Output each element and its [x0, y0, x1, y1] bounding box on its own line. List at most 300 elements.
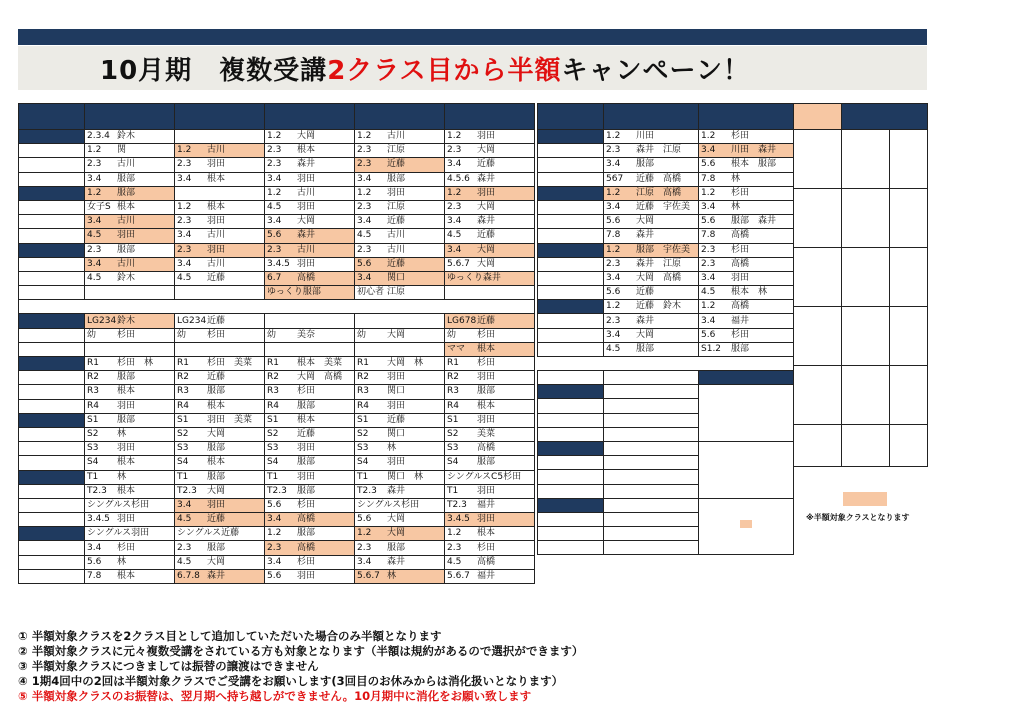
lesson-cell: [445, 413, 535, 427]
class-level: シングルス: [177, 528, 222, 539]
lesson-cell: [355, 442, 445, 456]
class-label: [19, 413, 85, 427]
class-level: 1.2: [177, 202, 192, 213]
lesson-cell: [265, 357, 355, 371]
lesson-cell: [445, 385, 535, 399]
lesson-cell: [445, 456, 535, 470]
class-time: [538, 200, 604, 214]
class-label: [19, 527, 85, 541]
lesson-cell: [175, 271, 265, 285]
coach-name: 古川: [297, 187, 316, 198]
coach-name: 林: [387, 570, 397, 581]
coach-name: 杉田: [297, 386, 316, 397]
class-level: 3.4.5: [447, 514, 470, 525]
outdoor-time: [794, 307, 842, 366]
lesson-cell: [265, 243, 355, 257]
outdoor-time: [794, 248, 842, 307]
outdoor-coach: [890, 248, 928, 307]
lesson-cell: [265, 541, 355, 555]
class-level: 5.6.7: [447, 570, 470, 581]
lesson-cell: [85, 427, 175, 441]
coach-name: 近藤: [477, 315, 496, 326]
weekday-schedule: [18, 103, 535, 584]
lesson-cell: [265, 286, 355, 300]
coach-name: 大岡: [636, 216, 655, 227]
coach-name: 杉田: [131, 499, 150, 510]
class-level: 2.3: [267, 244, 282, 255]
lesson-cell: [265, 513, 355, 527]
lesson-cell: [604, 130, 699, 144]
class-time: [19, 427, 85, 441]
class-level: 1.2: [357, 187, 372, 198]
outdoor-class: [842, 425, 890, 467]
class-level: 1.2: [606, 244, 621, 255]
class-label: [19, 130, 85, 144]
lesson-cell: [445, 130, 535, 144]
outdoor-coach: [890, 425, 928, 467]
class-level: 1.2: [701, 187, 716, 198]
coach-name: 服部: [207, 471, 226, 482]
class-level: R1: [177, 358, 189, 369]
class-level: R3: [177, 386, 189, 397]
class-level: 4.5: [87, 230, 102, 241]
coach-name: 森井: [636, 230, 655, 241]
coach-name: 森井: [297, 230, 316, 241]
class-level: S3: [357, 443, 369, 454]
lesson-cell: [355, 527, 445, 541]
class-time: [538, 512, 604, 526]
class-level: 1.2: [357, 131, 372, 142]
class-level: 2.3.4: [87, 131, 110, 142]
class-level: 1.2: [267, 131, 282, 142]
coach-name: 近藤 宇佐美: [636, 202, 691, 213]
class-level: 女子S: [87, 202, 111, 213]
class-level: 3.4: [267, 173, 282, 184]
lesson-cell: [604, 215, 699, 229]
coach-name: 服部: [117, 372, 136, 383]
class-level: 3.4: [267, 556, 282, 567]
class-level: 幼: [447, 329, 457, 340]
day-header: [355, 104, 445, 130]
coach-name: 根本: [477, 400, 496, 411]
class-time: [538, 484, 604, 498]
lesson-cell: [85, 357, 175, 371]
coach-name: 近藤: [387, 258, 406, 269]
coach-name: 近藤: [387, 216, 406, 227]
lesson-cell: [85, 158, 175, 172]
coach-name: 根本: [117, 570, 136, 581]
class-level: 初心者: [357, 287, 385, 298]
lesson-cell: [699, 328, 794, 342]
class-time: [538, 172, 604, 186]
class-level: R2: [267, 372, 279, 383]
class-level: 1.2: [701, 301, 716, 312]
lesson-cell: [175, 385, 265, 399]
lesson-cell: [85, 413, 175, 427]
outdoor-class: [842, 248, 890, 307]
class-time: [19, 569, 85, 583]
class-level: 2.3: [357, 244, 372, 255]
lesson-cell: [699, 286, 794, 300]
day-header: [604, 104, 699, 130]
class-level: 幼: [177, 329, 187, 340]
lesson-cell: [85, 399, 175, 413]
class-level: 3.4: [606, 329, 621, 340]
day-header: [445, 104, 535, 130]
lg-note: [19, 300, 535, 314]
class-level: 2.3: [606, 315, 621, 326]
coach-name: 羽田: [477, 372, 496, 383]
lesson-cell: [175, 513, 265, 527]
class-time: [19, 399, 85, 413]
class-level: R2: [447, 372, 459, 383]
class-level: 2.3: [267, 145, 282, 156]
lesson-cell: [445, 342, 535, 356]
coach-name: 林: [387, 443, 397, 454]
coach-name: 服部: [297, 485, 316, 496]
coach-name: 羽田: [477, 414, 496, 425]
class-level: R4: [447, 400, 459, 411]
coach-name: 根本: [297, 414, 316, 425]
lesson-cell: [355, 541, 445, 555]
class-label: [538, 243, 604, 257]
day-header: [842, 104, 928, 130]
class-level: 2.3: [177, 159, 192, 170]
lesson-cell: [445, 271, 535, 285]
class-level: 1.2: [447, 187, 462, 198]
class-level: 3.4: [267, 216, 282, 227]
coach-name: 近藤 高橋: [636, 173, 682, 184]
coach-name: 根本: [207, 400, 226, 411]
coach-name: 江原: [387, 145, 406, 156]
class-time: [538, 158, 604, 172]
class-level: 1.2: [606, 301, 621, 312]
coach-name: 服部: [731, 343, 750, 354]
lesson-cell: [445, 484, 535, 498]
coach-name: 大岡: [297, 131, 316, 142]
coach-name: 高橋: [477, 556, 496, 567]
class-level: 3.4: [701, 145, 716, 156]
class-time: [538, 229, 604, 243]
blank-cell: [604, 512, 699, 526]
class-level: 5.6: [267, 570, 282, 581]
lesson-cell: [355, 314, 445, 328]
class-label: [538, 498, 604, 512]
class-level: 2.3: [177, 216, 192, 227]
lesson-cell: [175, 172, 265, 186]
coach-name: 杉田: [731, 131, 750, 142]
coach-name: 杉田: [731, 329, 750, 340]
lesson-cell: [265, 527, 355, 541]
lesson-cell: [355, 328, 445, 342]
class-level: 2.3: [357, 145, 372, 156]
class-level: 3.4: [357, 556, 372, 567]
lesson-cell: [355, 484, 445, 498]
class-level: 3.4: [606, 159, 621, 170]
outdoor-time: [794, 189, 842, 248]
coach-name: 近藤: [207, 315, 226, 326]
coach-name: 杉田: [731, 187, 750, 198]
lesson-cell: [175, 229, 265, 243]
blank-cell: [604, 541, 699, 555]
lesson-cell: [175, 527, 265, 541]
lesson-cell: [265, 186, 355, 200]
lesson-cell: [445, 371, 535, 385]
coach-name: 服部: [297, 400, 316, 411]
class-level: S3: [267, 443, 279, 454]
class-level: ママ: [447, 343, 466, 354]
lesson-cell: [175, 200, 265, 214]
class-level: T2.3: [87, 485, 107, 496]
outdoor-class: [842, 366, 890, 425]
class-level: 7.8: [606, 230, 621, 241]
coach-name: 根本: [117, 386, 136, 397]
class-label: [19, 314, 85, 328]
class-level: シングルス: [87, 528, 132, 539]
class-level: シングルスC5: [447, 471, 504, 482]
lesson-cell: [355, 215, 445, 229]
class-time: [538, 314, 604, 328]
coach-name: 根本: [297, 145, 316, 156]
legend-swatch: [843, 492, 887, 506]
coach-name: 羽田: [297, 258, 316, 269]
blank-cell: [604, 527, 699, 541]
outdoor-coach: [890, 189, 928, 248]
class-level: T1: [447, 485, 459, 496]
lesson-cell: [355, 342, 445, 356]
lesson-cell: [445, 215, 535, 229]
class-level: 3.4.5: [267, 258, 290, 269]
lesson-cell: [445, 357, 535, 371]
class-level: T2.3: [447, 499, 467, 510]
coach-name: 林: [117, 471, 127, 482]
class-level: 3.4: [447, 216, 462, 227]
coach-name: 林: [117, 429, 127, 440]
coach-name: 服部: [117, 187, 136, 198]
class-level: S1: [357, 414, 369, 425]
lesson-cell: [175, 442, 265, 456]
coach-name: 古川: [387, 230, 406, 241]
lesson-cell: [265, 130, 355, 144]
class-level: 7.8: [701, 173, 716, 184]
coach-name: 杉田 林: [117, 358, 154, 369]
coach-name: 大岡: [387, 329, 406, 340]
class-level: T1: [267, 471, 279, 482]
coach-name: 羽田: [207, 159, 226, 170]
coach-name: 高橋: [731, 301, 750, 312]
class-time: [19, 513, 85, 527]
coach-name: 大岡: [387, 514, 406, 525]
class-level: 1.2: [267, 528, 282, 539]
coach-name: 古川: [387, 244, 406, 255]
outdoor-schedule: [793, 103, 928, 467]
class-level: 5.6: [701, 216, 716, 227]
lesson-cell: [85, 527, 175, 541]
class-level: 1.2: [357, 528, 372, 539]
class-level: S2: [447, 429, 459, 440]
lesson-cell: [445, 200, 535, 214]
lesson-cell: [85, 130, 175, 144]
class-level: S1: [267, 414, 279, 425]
class-level: S3: [177, 443, 189, 454]
coach-name: 服部: [302, 287, 321, 298]
class-time: [19, 257, 85, 271]
class-level: 3.4: [177, 173, 192, 184]
class-level: 1.2: [267, 187, 282, 198]
lesson-cell: [355, 555, 445, 569]
tuesday-lesson: [699, 385, 794, 442]
coach-name: 服部: [387, 542, 406, 553]
lesson-cell: [355, 286, 445, 300]
coach-name: 江原: [387, 202, 406, 213]
lesson-cell: [699, 257, 794, 271]
class-time: [538, 527, 604, 541]
lesson-cell: [355, 144, 445, 158]
coach-name: 杉田: [477, 329, 496, 340]
class-time: [538, 413, 604, 427]
lesson-cell: [604, 200, 699, 214]
class-level: 5.6: [357, 514, 372, 525]
blank-cell: [538, 371, 604, 385]
coach-name: 古川: [207, 230, 226, 241]
lesson-cell: [85, 456, 175, 470]
coach-name: 高橋: [297, 272, 316, 283]
class-level: 3.4: [87, 258, 102, 269]
coach-name: 羽田: [387, 400, 406, 411]
class-time: [19, 555, 85, 569]
coach-name: 服部: [477, 457, 496, 468]
coach-name: 杉田: [503, 471, 522, 482]
class-time: [538, 257, 604, 271]
lesson-cell: [175, 215, 265, 229]
lesson-cell: [604, 300, 699, 314]
title-part-1: 10月期 複数受講: [100, 55, 328, 86]
coach-name: 近藤: [207, 272, 226, 283]
coach-name: 美奈: [297, 329, 316, 340]
class-level: 4.5: [87, 272, 102, 283]
coach-name: 関口: [387, 429, 406, 440]
lesson-cell: [175, 342, 265, 356]
coach-name: 羽田: [387, 372, 406, 383]
class-level: LG234: [177, 315, 207, 326]
coach-name: 杉田 美菜: [207, 358, 253, 369]
lesson-cell: [265, 215, 355, 229]
note-line: ③ 半額対象クラスにつきましては振替の譲渡はできません: [18, 659, 319, 673]
class-level: 3.4: [87, 173, 102, 184]
lesson-cell: [175, 569, 265, 583]
class-level: 5.6.7: [357, 570, 380, 581]
outdoor-class: [842, 189, 890, 248]
coach-name: 服部: [207, 443, 226, 454]
blank-cell: [604, 399, 699, 413]
lesson-cell: [175, 357, 265, 371]
lesson-cell: [175, 243, 265, 257]
class-level: 4.5.6: [447, 173, 470, 184]
lesson-cell: [175, 456, 265, 470]
class-level: 5.6: [701, 329, 716, 340]
lesson-cell: [175, 328, 265, 342]
class-level: 2.3: [357, 542, 372, 553]
outdoor-coach: [890, 307, 928, 366]
coach-name: 福井: [477, 570, 496, 581]
class-level: T2.3: [357, 485, 377, 496]
class-level: 幼: [87, 329, 97, 340]
blank-cell: [604, 427, 699, 441]
coach-name: 羽田: [731, 272, 750, 283]
lesson-cell: [265, 385, 355, 399]
lesson-cell: [445, 498, 535, 512]
lesson-cell: [175, 555, 265, 569]
class-level: 4.5: [177, 514, 192, 525]
coach-name: 近藤: [477, 230, 496, 241]
outdoor-time: [794, 425, 842, 467]
day-header: [175, 104, 265, 130]
lesson-cell: [445, 555, 535, 569]
lesson-cell: [445, 427, 535, 441]
lesson-cell: [265, 484, 355, 498]
class-level: T1: [87, 471, 99, 482]
class-level: R4: [87, 400, 99, 411]
lesson-cell: [604, 172, 699, 186]
lesson-cell: [265, 399, 355, 413]
class-level: R4: [267, 400, 279, 411]
lesson-cell: [265, 442, 355, 456]
coach-name: 杉田: [401, 499, 420, 510]
class-label: [538, 441, 604, 455]
coach-name: 高橋: [731, 258, 750, 269]
lesson-cell: [85, 243, 175, 257]
class-label: [19, 470, 85, 484]
coach-name: 鈴木: [117, 131, 136, 142]
coach-name: 羽田: [477, 131, 496, 142]
coach-name: 関口: [387, 386, 406, 397]
class-level: 4.5: [447, 556, 462, 567]
lesson-cell: [604, 314, 699, 328]
coach-name: 近藤: [207, 514, 226, 525]
note-line: ① 半額対象クラスを2クラス目として追加していただいた場合のみ半額となります: [18, 629, 442, 643]
class-level: 3.4: [701, 202, 716, 213]
class-level: R2: [87, 372, 99, 383]
coach-name: 服部: [636, 159, 655, 170]
lesson-cell: [265, 229, 355, 243]
class-time: [19, 229, 85, 243]
tuesday-lesson: [699, 498, 794, 555]
class-level: シングルス: [87, 499, 132, 510]
lesson-cell: [265, 328, 355, 342]
coach-name: 美菜: [477, 429, 496, 440]
class-level: 5.6: [701, 159, 716, 170]
coach-name: 根本: [207, 457, 226, 468]
lesson-cell: [175, 314, 265, 328]
coach-name: 森井 江原: [636, 258, 682, 269]
class-level: LG678: [447, 315, 477, 326]
lesson-cell: [175, 130, 265, 144]
class-time: [19, 286, 85, 300]
lesson-cell: [445, 513, 535, 527]
lesson-cell: [85, 342, 175, 356]
class-level: 7.8: [701, 230, 716, 241]
coach-name: 羽田: [477, 485, 496, 496]
class-level: 5.6: [606, 287, 621, 298]
tuesday-lesson-text: [740, 407, 752, 415]
lesson-cell: [85, 498, 175, 512]
lesson-cell: [445, 527, 535, 541]
lesson-cell: [175, 399, 265, 413]
class-time: [19, 215, 85, 229]
class-level: S4: [357, 457, 369, 468]
coach-name: 森井: [207, 570, 226, 581]
coach-name: 古川: [297, 244, 316, 255]
